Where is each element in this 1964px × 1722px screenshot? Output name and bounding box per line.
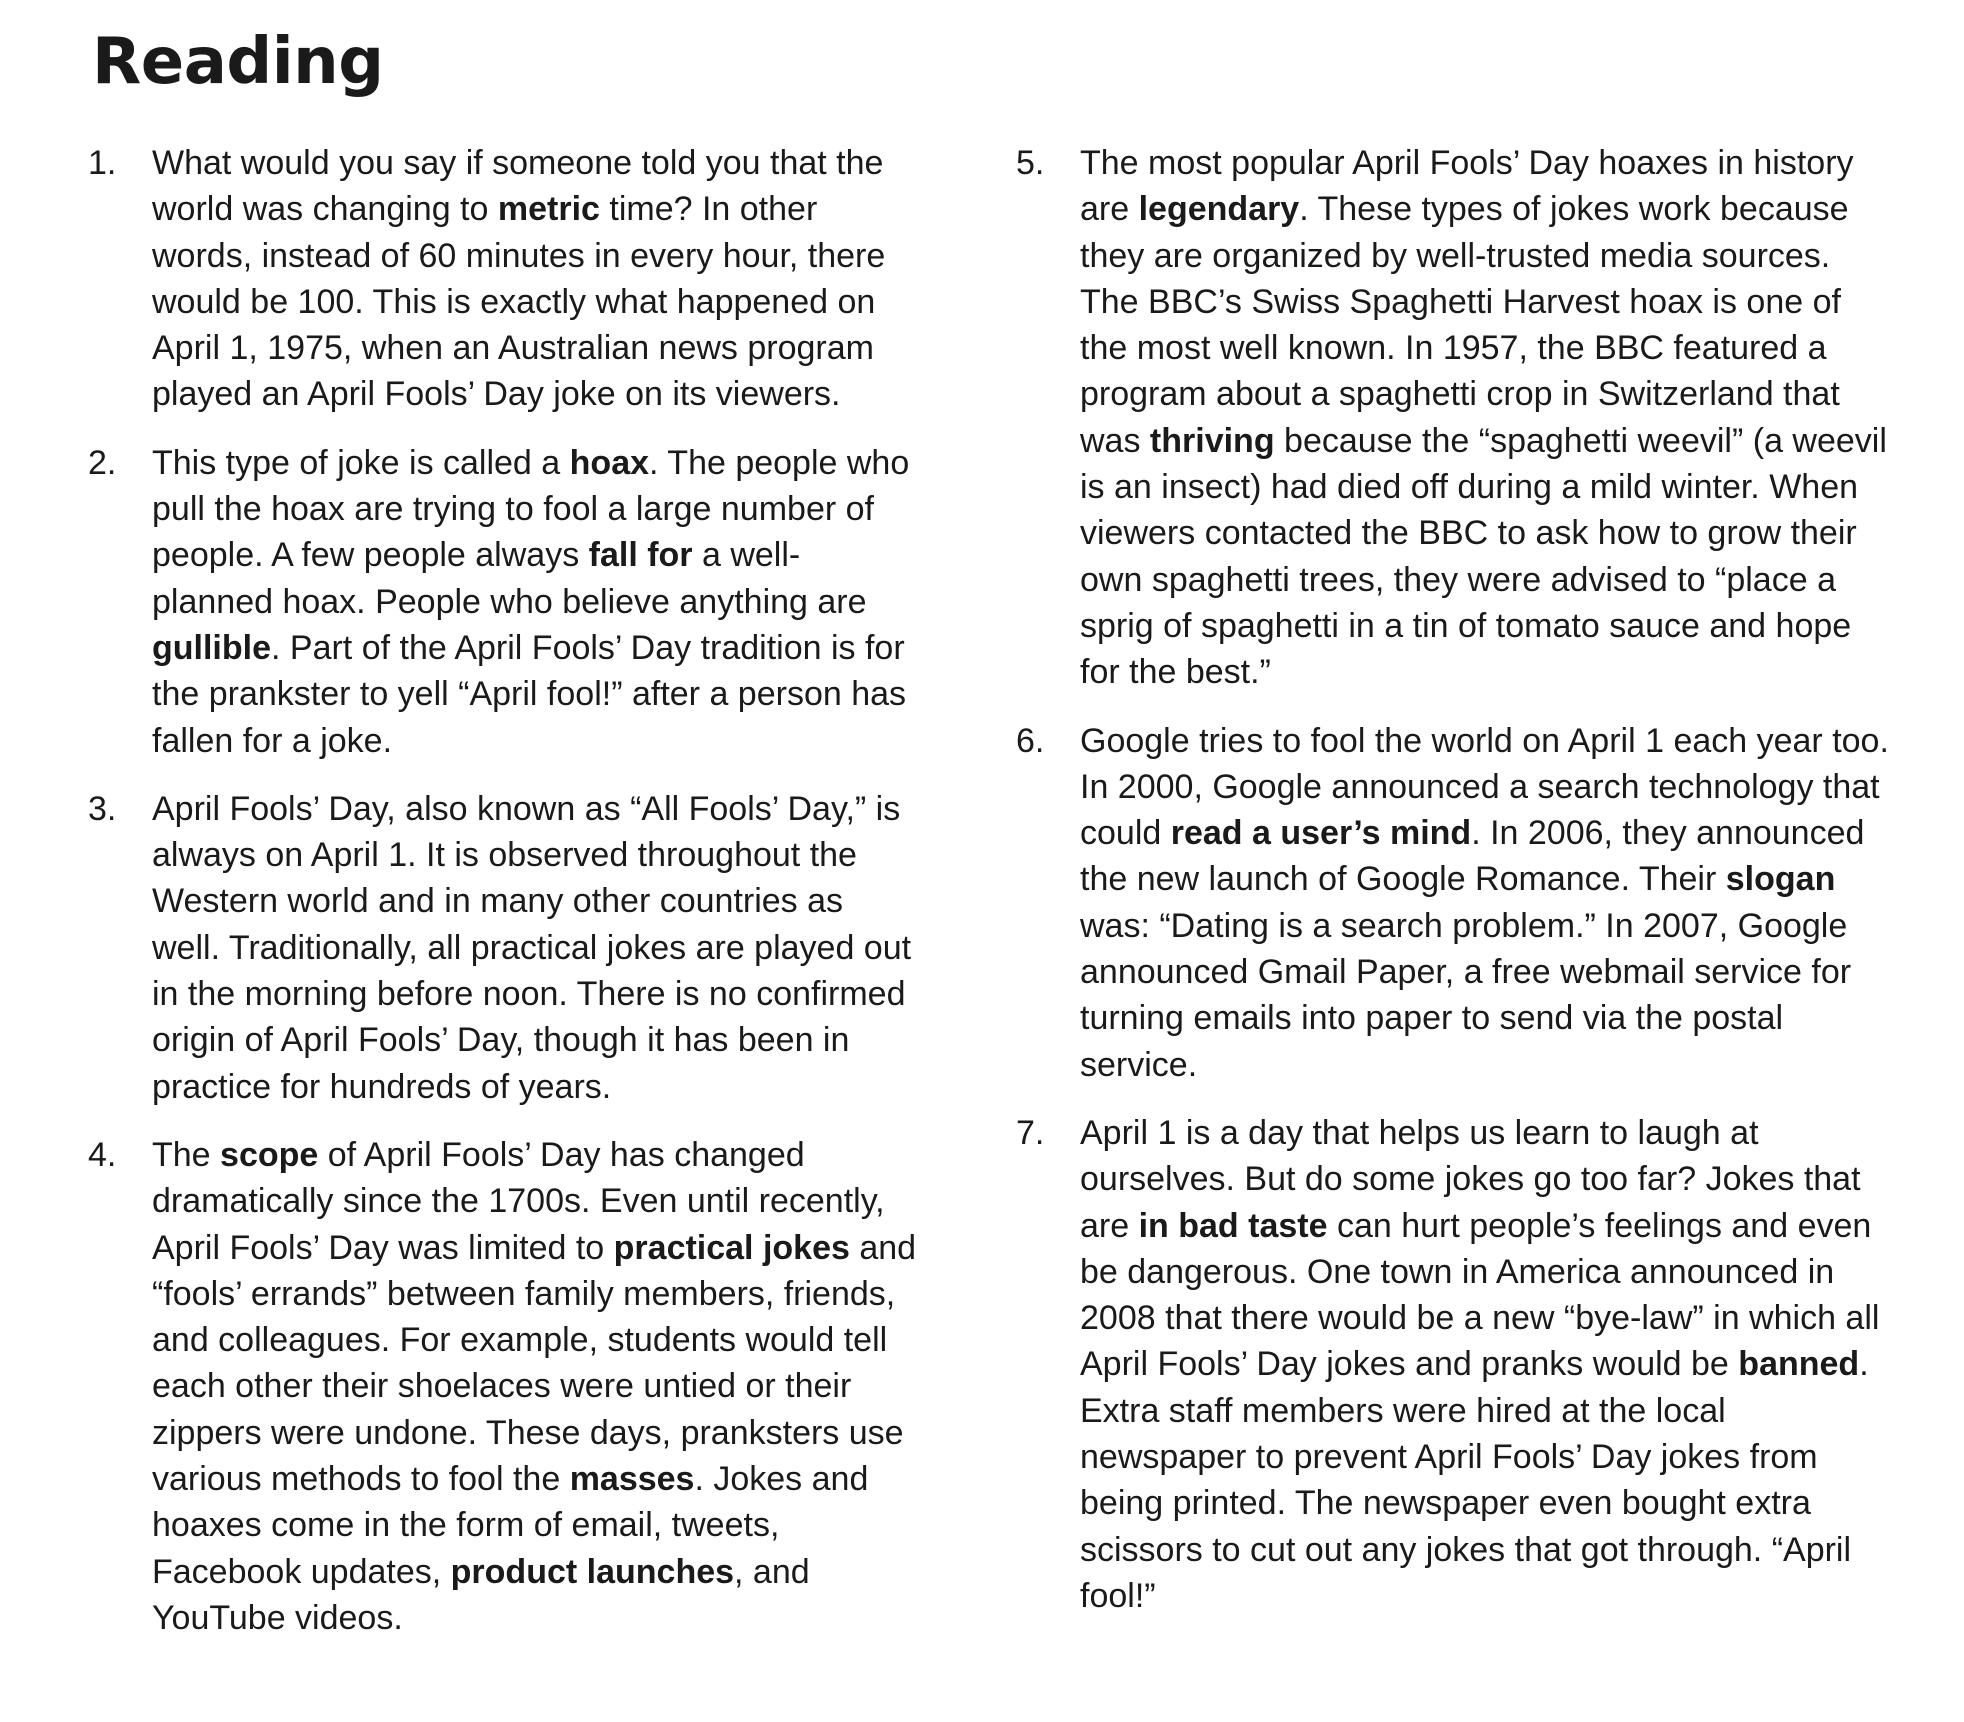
text-run: This type of joke is called a [152,443,570,482]
vocabulary-term: hoax [569,443,650,482]
paragraph-text [152,1132,918,1641]
text-run: The most popular April Fools’ Day hoaxes in history are [1080,144,1854,229]
text-run: . Jokes and hoaxes come in the form of email, tweets, Facebook updates, [152,1460,869,1591]
vocabulary-term: fall for [588,536,693,575]
text-run: . These types of jokes work because they are organized by well-trusted media sources. The BBC’s Swiss Spaghetti Harvest hoax is one of the most well known. In 1957, the BBC featured a program about a spaghetti crop in Switzerland that was [1080,190,1849,460]
text-run: April Fools’ Day, also known as “All Fools’ Day,” is always on April 1. It is observed throughout the Western world and in many other countries as well. Traditionally, all practical jokes are played out in the morning before noon. There is no confirmed origin of April Fools’ Day, though it has been in practice for hundreds of years. [152,789,912,1106]
reading-paragraph-4 [88,1132,918,1641]
vocabulary-term: practical jokes [613,1228,850,1267]
paragraph-number: 5. [1016,144,1045,182]
text-run: and “fools’ errands” between family members, friends, and colleagues. For example, students would tell each other their shoelaces were untied or their zippers were undone. These days, pranksters use various methods to fool the [152,1228,917,1499]
text-run: , and YouTube videos. [152,1552,810,1637]
text-run: was: “Dating is a search problem.” In 2007, Google announced Gmail Paper, a free webmail service for turning emails into paper to send via the postal service. [1080,906,1852,1084]
reading-paragraph-3 [88,786,918,1110]
reading-paragraph-2 [88,440,918,764]
paragraph-text [152,786,918,1110]
paragraph-number: 2. [88,443,117,482]
text-run: can hurt people’s feelings and even be dangerous. One town in America announced in 2008 that there would be a new “bye-law” in which all April Fools’ Day jokes and pranks would be [1080,1206,1880,1384]
vocabulary-term: banned [1738,1345,1860,1384]
left-column [88,140,918,1663]
vocabulary-term: product launches [450,1552,735,1591]
text-run: The [152,1135,221,1174]
vocabulary-term: slogan [1725,860,1836,899]
text-run: April 1 is a day that helps us learn to laugh at ourselves. But do some jokes go too far? Jokes that are [1080,1113,1861,1245]
right-column [1016,140,1896,1641]
paragraph-number: 1. [88,144,117,182]
paragraph-number: 6. [1016,721,1045,760]
reading-paragraph-5 [1016,140,1896,696]
vocabulary-term: masses [569,1460,695,1499]
vocabulary-term: gullible [152,628,271,667]
paragraph-text [1080,718,1896,1088]
paragraph-number: 7. [1016,1113,1045,1152]
text-run: . In 2006, they announced the new launch of Google Romance. Their [1080,814,1865,899]
text-run: a well-planned hoax. People who believe anything are [152,536,867,621]
paragraph-number: 4. [88,1135,117,1174]
paragraph-text [1080,1110,1896,1619]
text-run: . Part of the April Fools’ Day tradition is for the prankster to yell “April fool!” after a person has fallen for a joke. [152,628,907,760]
paragraph-number: 3. [88,789,117,828]
text-run: Google tries to fool the world on April 1 each year too. In 2000, Google announced a search technology that could [1080,721,1889,853]
text-run: of April Fools’ Day has changed dramatically since the 1700s. Even until recently, April Fools’ Day was limited to [152,1135,885,1267]
vocabulary-term: in bad taste [1138,1206,1328,1245]
text-run: because the “spaghetti weevil” (a weevil is an insect) had died off during a mild winter. When viewers contacted the BBC to ask how to grow their own spaghetti trees, they were advised to “place a sprig of spaghetti in a tin of tomato sauce and hope for the best.” [1080,421,1887,692]
paragraph-text [152,140,918,418]
page-title: Reading [92,25,384,99]
vocabulary-term: metric [497,190,600,229]
vocabulary-term: legendary [1138,190,1300,229]
reading-paragraph-7 [1016,1110,1896,1619]
text-run: What would you say if someone told you that the world was changing to [152,144,884,229]
paragraph-text [1080,140,1896,696]
text-run: . The people who pull the hoax are trying to fool a large number of people. A few people always [152,443,910,575]
vocabulary-term: read a user’s mind [1170,814,1472,853]
vocabulary-term: scope [220,1135,319,1174]
reading-paragraph-1 [88,140,918,418]
text-run: time? In other words, instead of 60 minutes in every hour, there would be 100. This is exactly what happened on April 1, 1975, when an Australian news program played an April Fools’ Day joke on its viewers. [152,190,886,414]
vocabulary-term: thriving [1149,421,1275,460]
reading-paragraph-6 [1016,718,1896,1088]
paragraph-text [152,440,918,764]
text-run: . Extra staff members were hired at the local newspaper to prevent April Fools’ Day jokes from being printed. The newspaper even bought extra scissors to cut out any jokes that got through. “April fool!” [1080,1345,1869,1615]
